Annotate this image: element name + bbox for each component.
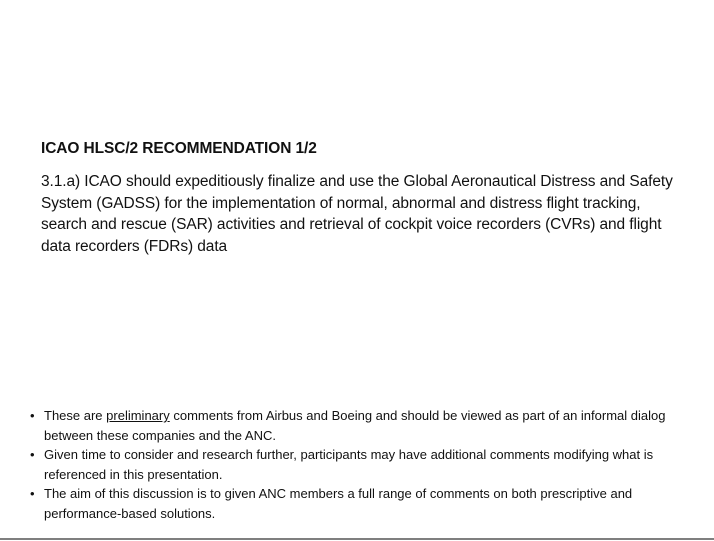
disclaimer-item — [30, 484, 670, 523]
disclaimer-text-start: These are — [44, 408, 107, 423]
bullet-icon: • — [30, 408, 35, 423]
slide-title: ICAO HLSC/2 RECOMMENDATION 1/2 — [41, 140, 317, 157]
recommendation-text: 3.1.a) ICAO should expeditiously finalize and use the Global Aeronautical Distress and Safety System (GADSS) for the implementation of normal, abnormal and distress flight tracking, search and rescue (SAR) activities and retrieval of cockpit voice recorders (CVRs) and flight data recorders (FDRs) data — [41, 173, 673, 255]
disclaimer-list — [30, 406, 670, 523]
bottom-divider — [0, 538, 714, 540]
disclaimer-text-end: comments from Airbus and Boeing and should be viewed as part of an informal dialog between these companies and the ANC. — [44, 408, 666, 443]
bullet-icon: • — [30, 486, 35, 501]
disclaimer-item — [30, 406, 670, 445]
disclaimer-underlined-word: preliminary — [106, 408, 170, 423]
disclaimer-text: Given time to consider and research further, participants may have additional comments modifying what is referenced in this presentation. — [44, 447, 654, 482]
bullet-icon: • — [30, 447, 35, 462]
disclaimer-item — [30, 445, 670, 484]
disclaimer-text: The aim of this discussion is to given ANC members a full range of comments on both prescriptive and performance-based solutions. — [44, 486, 633, 521]
